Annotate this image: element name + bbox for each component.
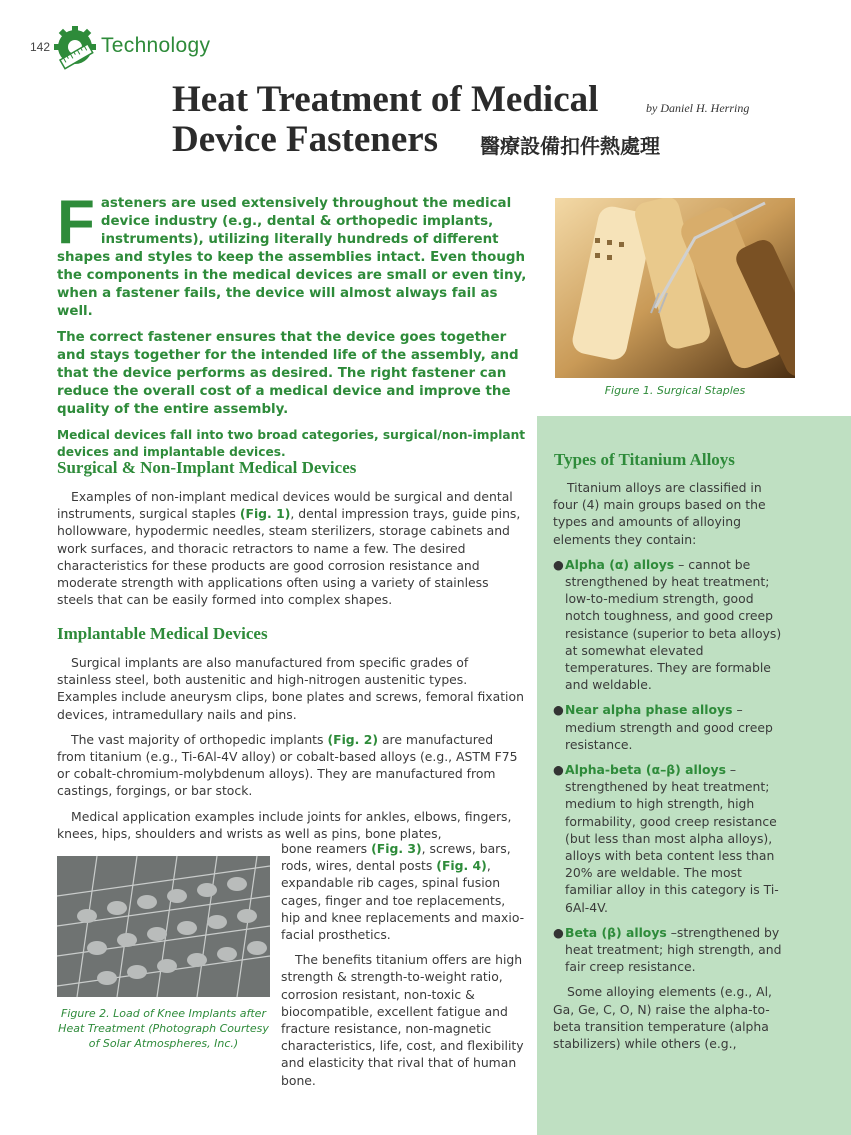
- figure-2-caption: Figure 2. Load of Knee Implants after Heat Treatment (Photograph Courtesy of Solar Atmospheres, Inc.): [58, 1007, 269, 1050]
- text-run: , dental impression trays, guide pins, hollowware, hypodermic needles, steam sterilizers, storage cabinets and work surfaces, and thoracic retractors to name a few. The desired characteristics for these products are good corrosion resistance and moderate strength with applications often using a variety of stainless steels that can be easily formed into complex shapes.: [57, 506, 521, 608]
- bullet-label: Alpha-beta (α–β) alloys: [565, 762, 726, 778]
- figure-ref: (Fig. 2): [327, 731, 378, 747]
- section-body-implantable-cont: [281, 840, 525, 1097]
- bullet-text: – cannot be strengthened by heat treatment; low-to-medium strength, good notch toughness, and good creep resistance (superior to beta alloys) at somewhat elevated temperatures. They are formable and weldable.: [565, 556, 782, 693]
- section-heading-implantable: Implantable Medical Devices: [57, 624, 268, 643]
- paragraph: Medical application examples include joints for ankles, elbows, fingers, knees, hips, shoulders and wrists as well as pins, bone plates,: [57, 808, 512, 841]
- text-run: are manufactured from titanium (e.g., Ti-6Al-4V alloy) or cobalt-based alloys (e.g., ASTM F75 or cobalt-chromium-molybdenum alloys). They are manufactured from castings, forgings, or bar stock.: [57, 731, 518, 799]
- paragraph: The benefits titanium offers are high strength & strength-to-weight ratio, corrosion resistant, non-toxic & biocompatible, excellent fatigue and fracture resistance, non-magnetic characteristics, life, cost, and flexibility and elasticity that rival that of human bone.: [281, 952, 524, 1088]
- page-number: 142: [30, 40, 51, 54]
- intro-block: [57, 188, 527, 469]
- figure-ref: (Fig. 3): [371, 841, 422, 856]
- paragraph: [57, 731, 525, 800]
- intro-paragraph-1: [57, 188, 527, 321]
- text-run: The vast majority of orthopedic implants: [71, 731, 328, 747]
- title-line-2: Device Fasteners: [172, 119, 439, 160]
- intro-paragraph-3: Medical devices fall into two broad categories, surgical/non-implant devices and implantable devices.: [57, 428, 526, 459]
- text-run: , expandable rib cages, spinal fusion cages, finger and toe replacements, hip and knee replacements and maxio-facial prosthetics.: [281, 858, 525, 943]
- text-run: bone reamers: [281, 841, 372, 856]
- sidebar-heading: Types of Titanium Alloys: [554, 450, 735, 469]
- sidebar-body: [553, 479, 785, 1060]
- gear-ruler-logo-icon: [52, 24, 98, 70]
- bullet-icon: ●: [553, 702, 564, 718]
- paragraph: [281, 840, 525, 943]
- knee-implants-photo: [57, 856, 270, 997]
- bullet-label: Near alpha phase alloys: [565, 702, 733, 718]
- drop-cap: F: [57, 188, 95, 257]
- sidebar-bullet: [553, 701, 785, 753]
- chinese-title: 醫療設備扣件熱處理: [480, 134, 660, 158]
- figure-ref: (Fig. 4): [436, 858, 487, 874]
- bullet-icon: ●: [553, 924, 564, 940]
- bullet-icon: ●: [553, 556, 564, 572]
- intro-text-1: asteners are used extensively throughout the medical device industry (e.g., dental & orthopedic implants, instruments), utilizing literally hundreds of different shapes and styles to keep the assemblies intact. Even though the components in the medical devices are small or even tiny, when a fastener fails, the device will almost always fail as well.: [57, 196, 527, 319]
- section-heading-surgical: Surgical & Non-Implant Medical Devices: [57, 458, 357, 477]
- surgical-staples-photo: [555, 198, 795, 378]
- sidebar-bullet: [553, 556, 785, 694]
- title-line-1: Heat Treatment of Medical: [172, 79, 599, 120]
- paragraph: [57, 488, 525, 608]
- figure-1-caption: Figure 1. Surgical Staples: [604, 384, 746, 397]
- intro-paragraph-2: The correct fastener ensures that the device goes together and stays together for the intended life of the assembly, and that the device performs as desired. The right fastener can reduce the overall cost of a medical device and improve the quality of the entire assembly.: [57, 330, 519, 417]
- bullet-label: Alpha (α) alloys: [565, 556, 675, 572]
- section-body-implantable: [57, 654, 525, 842]
- text-run: Examples of non-implant medical devices would be surgical and dental instruments, surgical staples: [57, 489, 513, 522]
- bullet-icon: ●: [553, 762, 564, 778]
- sidebar-bullet: [553, 924, 785, 976]
- sidebar-bullet: [553, 761, 785, 916]
- figure-ref: (Fig. 1): [239, 506, 291, 522]
- paragraph: Surgical implants are also manufactured from specific grades of stainless steel, both austenitic and high-nitrogen austenitic types. Examples include aneurysm clips, bone plates and screws, femoral fixation devices, intramedullary nails and pins.: [57, 655, 524, 722]
- sidebar-intro: Titanium alloys are classified in four (4) main groups based on the types and amounts of alloying elements they contain:: [553, 480, 766, 547]
- bullet-text: –strengthened by heat treatment; high strength, and fair creep resistance.: [565, 924, 782, 975]
- bullet-text: – medium strength and good creep resistance.: [565, 702, 773, 752]
- byline: by Daniel H. Herring: [646, 101, 750, 115]
- sidebar-closing: Some alloying elements (e.g., Al, Ga, Ge, C, O, N) raise the alpha-to-beta transition temperature (alpha stabilizers) while others (e.g.,: [553, 984, 772, 1052]
- section-body-surgical: [57, 488, 525, 616]
- bullet-text: – strengthened by heat treatment; medium to high strength, high formability, good creep resistance (but less than most alpha alloys), alloys with beta content less than 20% are weldable. The most familiar alloy in this category is Ti-6Al-4V.: [565, 762, 779, 915]
- section-label: Technology: [101, 34, 211, 57]
- bullet-label: Beta (β) alloys: [565, 924, 667, 940]
- text-run: , screws, bars, rods, wires, dental posts: [281, 841, 511, 874]
